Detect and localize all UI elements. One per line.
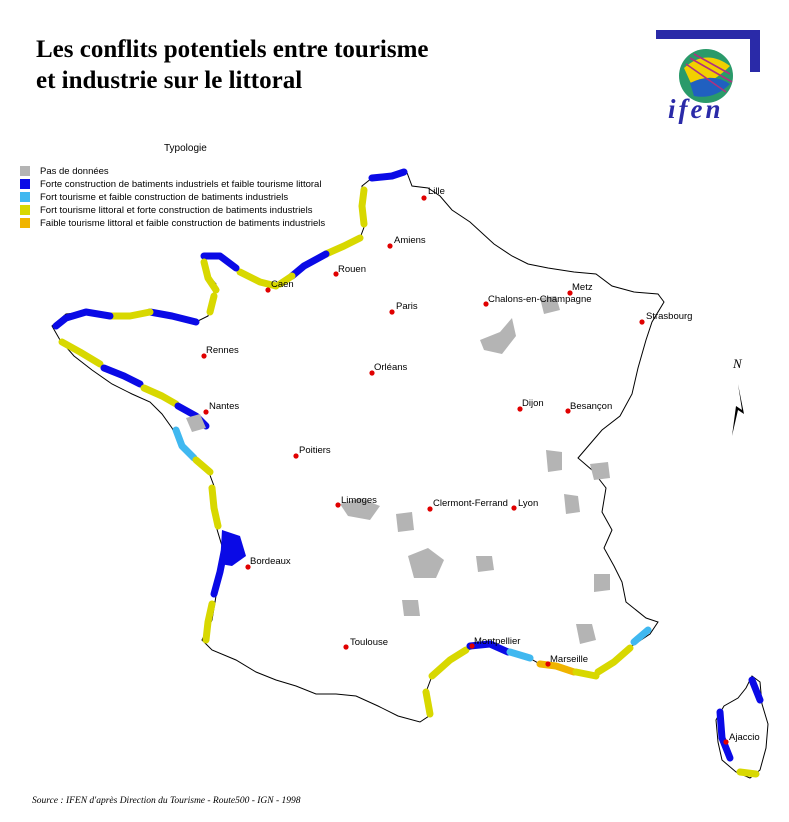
city-dot-lille bbox=[421, 195, 426, 200]
city-dot-paris bbox=[389, 309, 394, 314]
city-dot-nantes bbox=[203, 409, 208, 414]
logo-text: ifen bbox=[668, 94, 724, 124]
city-label: Lille bbox=[428, 186, 445, 197]
city-dot-amiens bbox=[387, 243, 392, 248]
city-label: Ajaccio bbox=[729, 732, 760, 743]
legend-title: Typologie bbox=[164, 143, 207, 154]
city-label: Metz bbox=[572, 282, 593, 293]
city-label: Caen bbox=[271, 279, 294, 290]
legend-label: Forte construction de batiments industriels et faible tourisme littoral bbox=[40, 178, 322, 190]
north-label: N bbox=[733, 356, 742, 371]
city-label: Limoges bbox=[341, 495, 377, 506]
title-line-2: et industrie sur le littoral bbox=[36, 67, 303, 94]
city-label: Bordeaux bbox=[250, 556, 291, 567]
city-label: Dijon bbox=[522, 398, 544, 409]
north-arrow-icon bbox=[728, 354, 752, 444]
city-dot-lyon bbox=[511, 505, 516, 510]
city-label: Rouen bbox=[338, 264, 366, 275]
city-label: Strasbourg bbox=[646, 311, 693, 322]
legend-label: Fort tourisme littoral et forte construction de batiments industriels bbox=[40, 204, 313, 216]
city-dot-strasbourg bbox=[639, 319, 644, 324]
city-label: Paris bbox=[396, 301, 418, 312]
city-label: Orléans bbox=[374, 362, 408, 373]
source-note: Source : IFEN d'après Direction du Tourisme - Route500 - IGN - 1998 bbox=[32, 796, 301, 806]
city-label: Marseille bbox=[550, 654, 589, 665]
title-line-1: Les conflits potentiels entre tourisme bbox=[36, 36, 429, 63]
city-label: Clermont-Ferrand bbox=[433, 498, 508, 509]
city-dot-clermont bbox=[427, 506, 432, 511]
city-dot-ajaccio bbox=[723, 739, 728, 744]
city-label: Besançon bbox=[570, 401, 613, 412]
legend-label: Pas de données bbox=[40, 165, 109, 177]
legend-label: Faible tourisme littoral et faible construction de batiments industriels bbox=[40, 217, 326, 229]
city-label: Poitiers bbox=[299, 445, 331, 456]
city-label: Toulouse bbox=[350, 637, 389, 648]
city-dot-caen bbox=[265, 287, 270, 292]
city-dot-limoges bbox=[335, 502, 340, 507]
city-label: Amiens bbox=[394, 235, 426, 246]
legend-label: Fort tourisme et faible construction de batiments industriels bbox=[40, 191, 289, 203]
city-dot-toulouse bbox=[343, 644, 348, 649]
city-label: Rennes bbox=[206, 345, 239, 356]
city-dot-poitiers bbox=[293, 453, 298, 458]
city-label: Montpellier bbox=[474, 636, 521, 647]
city-label: Chalons-en-Champagne bbox=[488, 294, 592, 305]
city-label: Lyon bbox=[518, 498, 539, 509]
city-label: Nantes bbox=[209, 401, 240, 412]
